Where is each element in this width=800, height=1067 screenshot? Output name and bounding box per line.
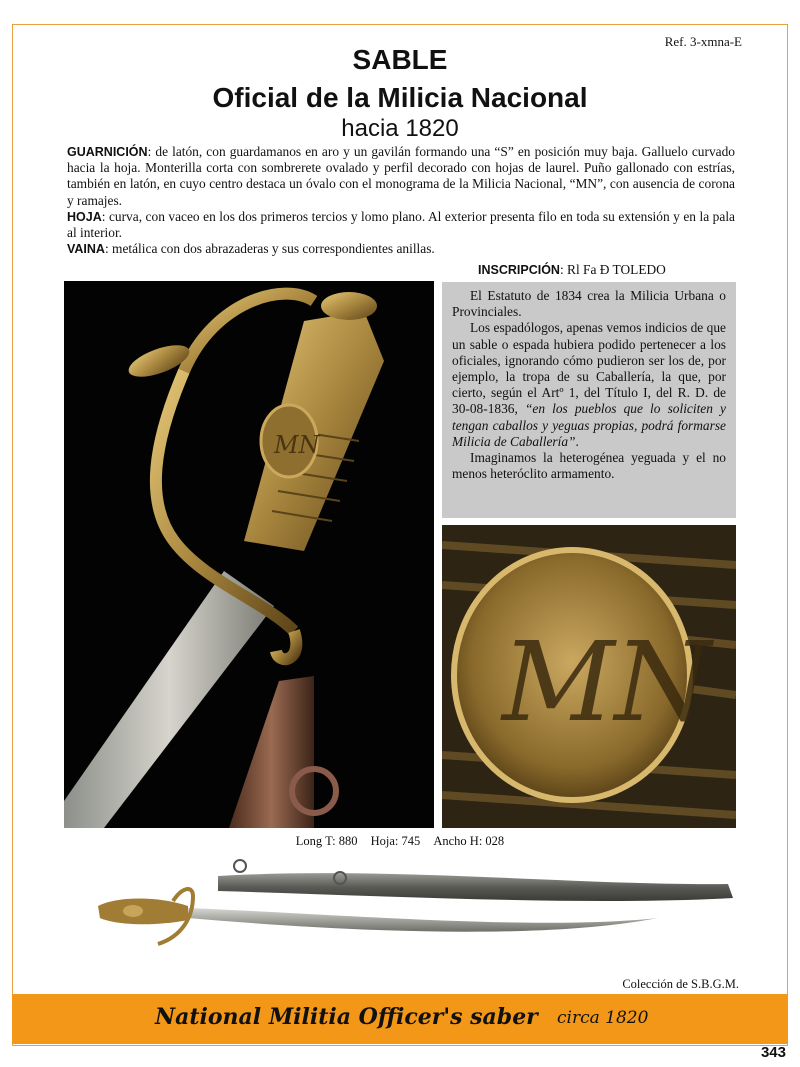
collection-credit: Colección de S.B.G.M.	[622, 977, 739, 991]
svg-text:MN: MN	[274, 431, 320, 459]
blade-length: Hoja: 745	[370, 834, 421, 848]
full-saber-photo	[88, 856, 738, 956]
monogram-illustration	[442, 525, 736, 828]
monogram-detail-photo	[442, 525, 736, 828]
length-total: Long T: 880	[295, 834, 358, 848]
inscription	[478, 262, 666, 278]
inscription-text: : Rl Fa Ð TOLEDO	[559, 262, 666, 277]
page-date: hacia 1820	[341, 115, 459, 142]
note-paragraph-3: Imaginamos la heterogénea yeguada y el no menos heteróclito armamento.	[452, 450, 726, 482]
note-quote: “en los pueblos que lo soliciten y tengan caballos y yeguas propias, podrá formarse Milicia de Caballería”	[452, 401, 726, 449]
guarnicion-label: GUARNICIÓN	[67, 145, 148, 159]
page-subtitle: Oficial de la Milicia Nacional	[212, 82, 588, 113]
saber-illustration	[88, 856, 738, 956]
inscription-label: INSCRIPCIÓN	[478, 263, 560, 277]
note-paragraph-2	[452, 320, 726, 450]
english-title: National Militia Officer's saber	[155, 1004, 538, 1030]
note-paragraph-1: El Estatuto de 1834 crea la Milicia Urbana o Provinciales.	[452, 288, 726, 320]
vaina-text: : metálica con dos abrazaderas y sus correspondientes anillas.	[104, 241, 435, 257]
page-title: SABLE	[352, 44, 448, 75]
note-paragraph-2-text: Los espadólogos, apenas vemos indicios de que un sable o espada hubiera podido pertenecer a los oficiales, ignorando cómo pudieron ser los de, por ejemplo, la tropa de su Caballería, la que, por cierto, según el Artº 1, del Título I, del R. D. de 30-08-1836,	[452, 320, 726, 417]
reference-code: Ref. 3-xmna-E	[664, 34, 742, 49]
description-block	[67, 144, 735, 257]
vaina-label: VAINA	[67, 242, 105, 257]
hilt-photo	[64, 281, 434, 828]
measurements	[0, 834, 800, 849]
note-paragraph-2-end: .	[575, 433, 579, 449]
hoja-label: HOJA	[67, 209, 102, 224]
historical-note	[442, 282, 736, 518]
guarnicion-text: : de latón, con guardamanos en aro y un gavilán formando una “S” en posición muy baja. Galluelo curvado hacia la hoja. Monterilla corta con sombrerete ovalado y perfil decorado con hojas de laurel. Puño gallonado con estrías, también en latón, en cuyo centro destaca un óvalo con el monograma de la Milicia Nacional, “MN”, con ausencia de corona y ramajes.	[67, 144, 735, 208]
blade-width: Ancho H: 028	[433, 834, 505, 848]
svg-text:MN: MN	[502, 618, 711, 746]
hoja-text: : curva, con vaceo en los dos primeros tercios y lomo plano. Al exterior presenta filo en toda su extensión y en la pala al interior.	[67, 208, 735, 241]
english-date: circa 1820	[557, 1008, 649, 1028]
hilt-illustration	[64, 281, 434, 828]
page-number: 343	[760, 1044, 786, 1061]
